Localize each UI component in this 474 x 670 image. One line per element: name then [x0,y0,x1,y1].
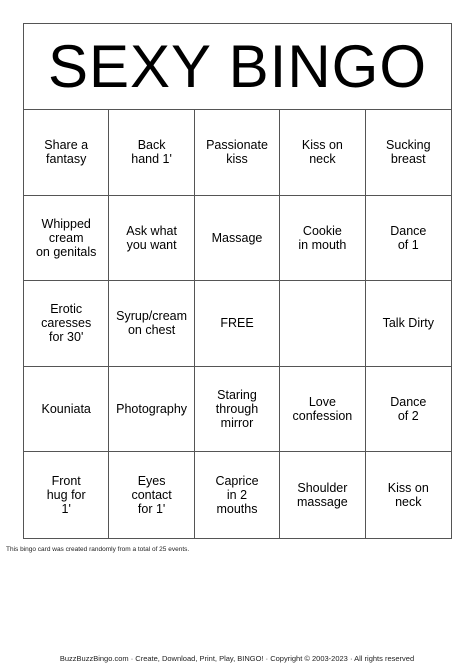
generation-note: This bingo card was created randomly from a total of 25 events. [6,546,190,553]
bingo-card [23,23,452,539]
bingo-cell-4-5: Dance of 2 [366,367,451,453]
bingo-cell-4-4: Love confession [280,367,365,453]
free-space: FREE [195,281,280,367]
bingo-cell-4-2: Photography [109,367,194,453]
bingo-cell-5-5: Kiss on neck [387,481,429,510]
bingo-cell-5-4: Shoulder massage [280,452,365,538]
bingo-cell-5-2: Eyes contact for 1' [109,452,194,538]
copyright-footer: BuzzBuzzBingo.com · Create, Download, Print, Play, BINGO! · Copyright © 2003-2023 · All rights reserved [59,654,415,663]
card-title: SEXY BINGO [47,32,428,100]
bingo-cell-4-3: Staring through mirror [195,367,280,453]
bingo-cell-1-3: Passionate kiss [195,110,280,196]
bingo-cell-5-1: Front hug for 1' [24,452,109,538]
bingo-cell-1-4: Kiss on neck [280,110,365,196]
bingo-cell-2-1: Whipped cream on genitals [24,196,109,282]
bingo-cell-3-4 [280,281,365,367]
bingo-cell-3-1: Erotic caresses for 30' [24,281,109,367]
bingo-grid [24,110,451,538]
bingo-cell-2-3: Massage [195,196,280,282]
bingo-cell-2-4: Cookie in mouth [280,196,365,282]
bingo-cell-1-1: Share a fantasy [24,110,109,196]
title-box [24,24,451,110]
bingo-cell-1-2: Back hand 1' [109,110,194,196]
bingo-cell-2-5: Dance of 1 [366,196,451,282]
bingo-cell-1-5: Sucking breast [366,110,451,196]
bingo-cell-3-2: Syrup/cream on chest [109,281,194,367]
bingo-cell-3-5: Talk Dirty [366,281,451,367]
bingo-cell-4-1: Kouniata [24,367,109,453]
bingo-cell-5-3: Caprice in 2 mouths [195,452,280,538]
bingo-cell-2-2: Ask what you want [109,196,194,282]
